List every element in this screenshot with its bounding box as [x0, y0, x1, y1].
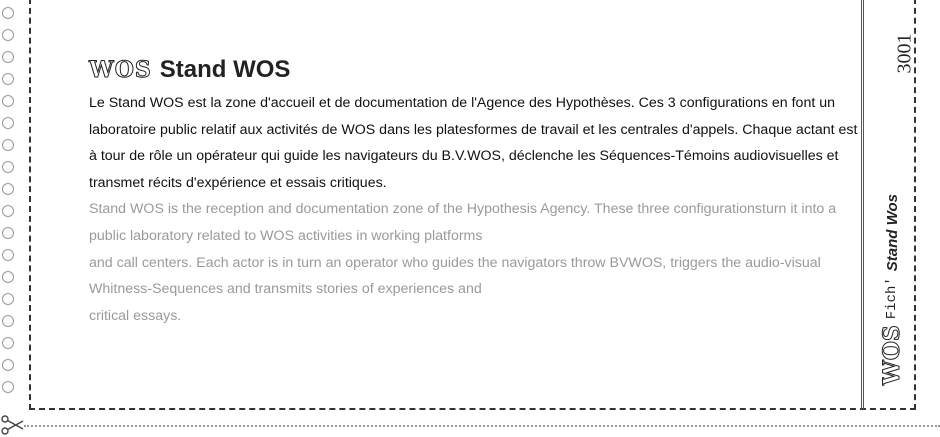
reference-number: 3001 [893, 33, 916, 74]
punch-hole [2, 95, 14, 107]
description-english-1: Stand WOS is the reception and documentation zone of the Hypothesis Agency. These three configurationsturn it into a public laboratory related to WOS activities in working platforms [89, 201, 837, 244]
punch-hole [2, 271, 14, 283]
side-stand-label: Stand Wos [883, 193, 901, 272]
punch-hole [2, 29, 14, 41]
side-label [862, 0, 922, 410]
punch-hole [2, 73, 14, 85]
punch-holes [2, 0, 18, 410]
punch-hole [2, 249, 14, 261]
punch-hole [2, 227, 14, 239]
punch-hole [2, 117, 14, 129]
punch-hole [2, 315, 14, 327]
punch-hole [2, 293, 14, 305]
wos-logo: WOS [89, 57, 152, 83]
punch-hole [2, 205, 14, 217]
scissors-icon [0, 413, 24, 437]
punch-hole [2, 381, 14, 393]
punch-hole [2, 51, 14, 63]
punch-hole [2, 7, 14, 19]
punch-hole [2, 139, 14, 151]
punch-hole [2, 337, 14, 349]
punch-hole [2, 183, 14, 195]
description-english-3: critical essays. [89, 307, 182, 324]
description-english-2: and call centers. Each actor is in turn an operator who guides the navigators throw BVWOS, triggers the audio-visual Whitness-Sequences and transmits stories of experiences and [89, 254, 821, 298]
side-fich-label: Fich' [884, 277, 900, 320]
page-title: Stand WOS [159, 56, 291, 83]
punch-hole [2, 161, 14, 173]
vertical-caption [862, 170, 922, 400]
description-french: Le Stand WOS est la zone d'accueil et de documentation de l'Agence des Hypothèses. Ces 3 configurations en font un laboratoire public relatif aux activités de WOS dans les platesformes de travail et les centrales d'appels. Chaque actant est à tour de rôle un opérateur qui guide les navigateurs du B.V.WOS, déclenche les Séquences-Témoins audiovisuelles et transmet récits d'expérience et essais critiques. [89, 95, 858, 191]
title-row [89, 56, 290, 84]
punch-hole [2, 359, 14, 371]
side-wos-logo: WOS [879, 325, 905, 385]
description-block [89, 90, 859, 329]
cut-line [24, 425, 940, 427]
